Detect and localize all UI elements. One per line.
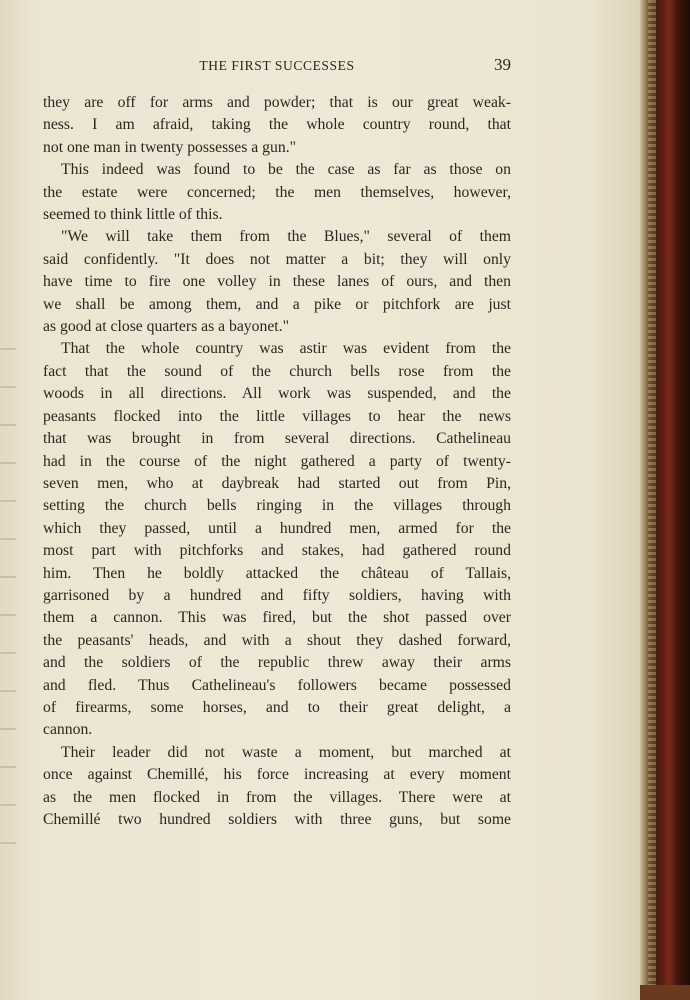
text-line: said confidently. "It does not matter a bit; they will only [43,250,511,268]
text-line: which they passed, until a hundred men, armed for the [43,519,511,537]
text-line: we shall be among them, and a pike or pitchfork are just [43,295,511,313]
text-line: not one man in twenty possesses a gun." [43,138,297,156]
body-text [43,92,511,831]
text-line: "We will take them from the Blues," several of them [61,228,511,246]
text-line: Their leader did not waste a moment, but marched at [61,743,511,761]
text-line: the estate were concerned; the men themselves, however, [43,183,511,201]
text-line: peasants flocked into the little villages to hear the news [43,407,511,425]
text-line: seven men, who at daybreak had started out from Pin, [43,474,511,492]
text-line: the peasants' heads, and with a shout they dashed forward, [43,631,511,649]
text-line: most part with pitchforks and stakes, had gathered round [43,542,511,560]
text-line: as the men flocked in from the villages. There were at [43,788,511,806]
gutter-bleed-marks [0,330,16,850]
text-line: have time to fire one volley in these lanes of ours, and then [43,273,511,291]
text-line: garrisoned by a hundred and fifty soldiers, having with [43,586,511,604]
text-line: and fled. Thus Cathelineau's followers became possessed [43,676,511,694]
page-number: 39 [494,55,511,74]
text-line: fact that the sound of the church bells rose from the [43,362,511,380]
text-line: had in the course of the night gathered a party of twenty- [43,452,511,470]
book-spine-edge [640,0,690,1000]
running-title: THE FIRST SUCCESSES [199,58,355,73]
text-line: of firearms, some horses, and to their great delight, a [43,698,511,716]
text-line: him. Then he boldly attacked the château of Tallais, [43,564,511,582]
page-header [43,55,511,81]
text-line: that was brought in from several directions. Cathelineau [43,430,511,448]
text-line: cannon. [43,721,93,739]
text-line: seemed to think little of this. [43,206,223,224]
text-line: them a cannon. This was fired, but the shot passed over [43,609,511,627]
text-line: ness. I am afraid, taking the whole country round, that [43,116,511,134]
text-line: once against Chemillé, his force increasing at every moment [43,766,511,784]
text-line: and the soldiers of the republic threw away their arms [43,654,511,672]
text-line: setting the church bells ringing in the villages through [43,497,511,515]
text-line: This indeed was found to be the case as far as those on [61,161,511,179]
text-line: That the whole country was astir was evident from the [61,340,511,358]
text-line: Chemillé two hundred soldiers with three guns, but some [43,811,511,828]
text-line: as good at close quarters as a bayonet." [43,318,289,336]
text-line: woods in all directions. All work was suspended, and the [43,385,511,403]
text-line: they are off for arms and powder; that is our great weak- [43,94,511,111]
